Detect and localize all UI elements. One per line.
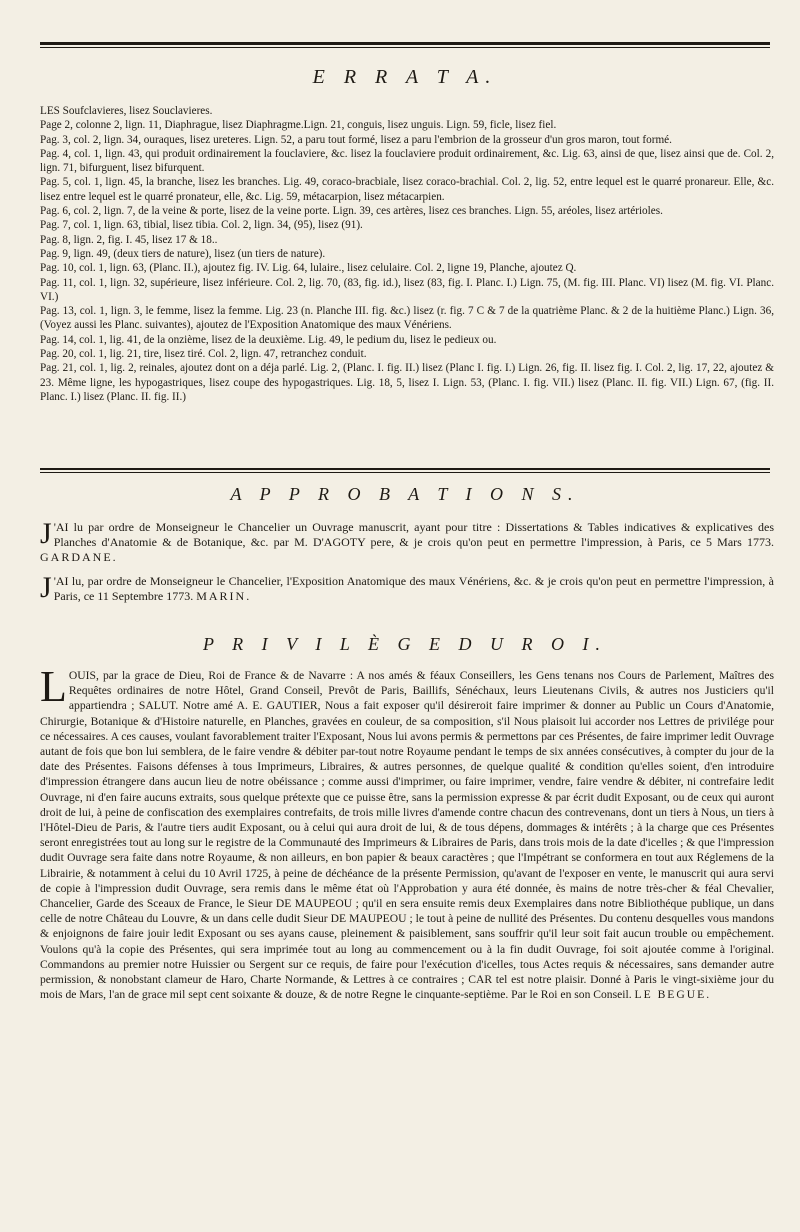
privilege-signature: LE BEGUE.: [634, 988, 712, 1002]
errata-line: Pag. 3, col. 2, lign. 34, ouraques, lisez ureteres. Lign. 52, a paru tout formé, lisez a paru l'embrion de la grosseur d'un gros maron, tout formé.: [40, 133, 672, 146]
dropcap: J: [40, 517, 52, 550]
errata-line: Page 2, colonne 2, lign. 11, Diaphrague, lisez Diaphragme.Lign. 21, conguis, lisez unguis. Lign. 59, ficle, lisez fiel.: [40, 119, 557, 132]
dropcap: J: [40, 571, 52, 604]
errata-line: Pag. 14, col. 1, lig. 41, de la onzième, lisez de la deuxième. Lig. 49, le pedium du, lisez le pedieux ou.: [40, 333, 497, 346]
errata-line: Pag. 6, col. 2, lign. 7, de la veine & porte, lisez de la veine porte. Lign. 39, ces artères, lisez ces branches. Lign. 55, aréoles, lisez artérioles.: [40, 205, 663, 218]
dropcap: L: [40, 662, 67, 711]
privilege-text-block: [40, 662, 774, 1002]
approbations-title: A P P R O B A T I O N S.: [230, 484, 580, 504]
errata-title: E R R A T A.: [312, 66, 498, 88]
approbation-gardane: [40, 517, 774, 565]
middle-double-rule: [40, 468, 770, 473]
errata-line: Pag. 7, col. 1, lign. 63, tibial, lisez tibia. Col. 2, lign. 34, (95), lisez (91).: [40, 219, 363, 232]
approbation-text: 'AI lu par ordre de Monseigneur le Chancelier un Ouvrage manuscrit, ayant pour titre : Dissertations & Tables indicatives & explicatives des Planches d'Anatomie & de Botanique, &c. par M. D'AGOTY pere, & je crois qu'on peut en permettre l'impression, à Paris, ce 5 Mars 1773.: [53, 520, 774, 549]
errata-line: Pag. 20, col. 1, lig. 21, tire, lisez tiré. Col. 2, lign. 47, retranchez conduit.: [40, 348, 367, 361]
top-double-rule: [40, 42, 770, 48]
approbation-signature: MARIN.: [196, 589, 252, 603]
errata-line: Pag. 21, col. 1, lig. 2, reinales, ajoutez dont on a déja parlé. Lig. 2, (Planc. I. fig. II.) lisez (Planc I. fig. I.) Lign. 26, fig. II. lisez fig. I. Col. 2, lig. 17, 22, ajoutez & 23. Même ligne, les hypogastriques, lisez coupe des hypogastriques. Lig. 18, 5, lisez I. Lign. 53, (Planc. I. fig. VII.) lisez (Planc. II. fig. VII.) Lign. 67, (fig. II. Planc. I.) lisez (Planc. II. fig. II.): [40, 362, 774, 403]
approbation-marin: [40, 571, 774, 604]
errata-list: [40, 104, 774, 404]
approbation-text: 'AI lu, par ordre de Monseigneur le Chancelier, l'Exposition Anatomique des maux Vénériens, &c. & je crois qu'on peut en permettre l'impression, à Paris, ce 11 Septembre 1773.: [53, 574, 774, 603]
approbation-signature: GARDANE.: [40, 550, 118, 564]
privilege-title: P R I V I L È G E D U R O I.: [203, 634, 607, 654]
privilege-text: OUIS, par la grace de Dieu, Roi de France & de Navarre : A nos amés & féaux Conseillers, les Gens tenans nos Cours de Parlement, Maîtres des Requêtes ordinaires de notre Hôtel, Grand Conseil, Prevôt de Paris, Baillifs, Sénéchaux, leurs Lieutenans Civils, & autres nos Justiciers qu'il appartiendra ; SALUT. Notre amé A. E. GAUTIER, Nous a fait exposer qu'il désireroit faire imprimer & donner au Public un Cours d'Anatomie, Chirurgie, Botanique & d'Histoire naturelle, en Planches, gravées en couleur, de sa composition, s'il Nous plaisoit lui accorder nos Lettres de privilége pour ce nécessaires. A ces causes, voulant favorablement traiter l'Exposant, Nous lui avons permis & permettons par ces Présentes, de faire imprimer ledit Ouvrage autant de fois que bon lui semblera, de le faire vendre & débiter par-tout notre Royaume pendant le temps de six années consécutives, à compter du jour de la date des Présentes. Faisons défenses à tous Imprimeurs, Libraires, & autres personnes, de quelque qualité & condition qu'elles soient, d'en introduire d'impression étrangere dans aucun lieu de notre obéissance ; comme aussi d'imprimer, ou faire imprimer, vendre, faire vendre & débiter, ni contrefaire ledit Ouvrage, ni d'en faire aucuns extraits, sous quelque prétexte que ce puisse être, sans la permission expresse & par écrit dudit Exposant, ou de ceux qui auront droit de lui, à peine de confiscation des exemplaires contrefaits, de trois mille livres d'amende contre chacun des contrevenans, dont un tiers à Nous, un tiers à l'Hôtel-Dieu de Paris, & l'autre tiers audit Exposant, ou à celui qui aura droit de lui, & de tous dépens, dommages & intérêts ; à la charge que ces Présentes seront enregistrées tout au long sur le registre de la Communauté des Imprimeurs & Libraires de Paris, dans trois mois de la date d'icelles ; & que l'impression dudit Ouvrage sera faite dans notre Royaume, & non ailleurs, en bon papier & beaux caractères ; que l'Impétrant se conformera en tout aux Réglemens de la Librairie, & notamment à celui du 10 Avril 1725, à peine de déchéance de la présente Permission, qu'avant de l'exposer en vente, le manuscrit qui aura servi de copie à l'impression dudit Ouvrage, sera remis dans le même état où l'Approbation y aura été donnée, ès mains de notre très-cher & féal Chevalier, Chancelier, Garde des Sceaux de France, le Sieur DE MAUPEOU ; qu'il en sera ensuite remis deux Exemplaires dans notre Bibliothéque publique, un dans celle de notre Château du Louvre, & un dans celle dudit Sieur DE MAUPEOU ; le tout à peine de nullité des Présentes. Du contenu desquelles vous mandons & enjoignons de faire jouir ledit Exposant ou ses ayans cause, pleinement & paisiblement, sans souffrir qu'il leur soit fait aucun trouble ou empêchement. Voulons qu'à la copie des Présentes, qui sera imprimée tout au long au commencement ou à la fin dudit Ouvrage, foi soit ajoutée comme à l'original. Commandons au premier notre Huissier ou Sergent sur ce requis, de faire pour l'exécution d'icelles, tous Actes requis & nécessaires, sans demander autre permission, & nonobstant clameur de Haro, Charte Normande, & Lettres à ce contraires ; CAR tel est notre plaisir. Donné à Paris le vingt-sixième jour du mois de Mars, l'an de grace mil sept cent soixante & douze, & de notre Regne le cinquante-septième. Par le Roi en son Conseil.: [40, 669, 774, 1002]
errata-line: Pag. 10, col. 1, lign. 63, (Planc. II.), ajoutez fig. IV. Lig. 64, lulaire., lisez celulaire. Col. 2, ligne 19, Planche, ajoutez Q.: [40, 262, 577, 275]
errata-line: Pag. 5, col. 1, lign. 45, la branche, lisez les branches. Lig. 49, coraco-bracbiale, lisez coraco-brachial. Col. 2, lig. 52, entre lequel est le quarré pronareur. Elle, &c. lisez entre lequel est le quarré pronateur, elle, &c. Lig. 59, métacarpion, lisez métacarpien.: [40, 176, 774, 203]
errata-line: Pag. 9, lign. 49, (deux tiers de nature), lisez (un tiers de nature).: [40, 247, 326, 260]
errata-line: Pag. 8, lign. 2, fig. I. 45, lisez 17 & 18..: [40, 233, 218, 246]
errata-line: Pag. 4, col. 1, lign. 43, qui produit ordinairement la fouclaviere, &c. lisez la fouclaviere produit ordinairement, &c. Lig. 63, ainsi de que, lisez ainsi que de. Col. 2, lign. 71, bifurguent, lisez bifurquent.: [40, 147, 774, 175]
errata-line: Pag. 11, col. 1, lign. 32, supérieure, lisez inférieure. Col. 2, lig. 70, (83, fig. id.), lisez (83, fig. I. Planc. I.) Lign. 75, (M. fig. III. Planc. VI) lisez (M. fig. VI. Planc. VI.): [40, 276, 774, 303]
errata-line: LES Soufclavieres, lisez Souclavieres.: [40, 105, 213, 117]
errata-line: Pag. 13, col. 1, lign. 3, le femme, lisez la femme. Lig. 23 (n. Planche III. fig. &c.) lisez (r. fig. 7 C & 7 de la quatrième Planc. & 2 de la huitième Planc.) Lign. 36, (Voyez aussi les Planc. suivantes), ajoutez de l'Exposition Anatomique des maux Vénériens.: [40, 305, 774, 332]
